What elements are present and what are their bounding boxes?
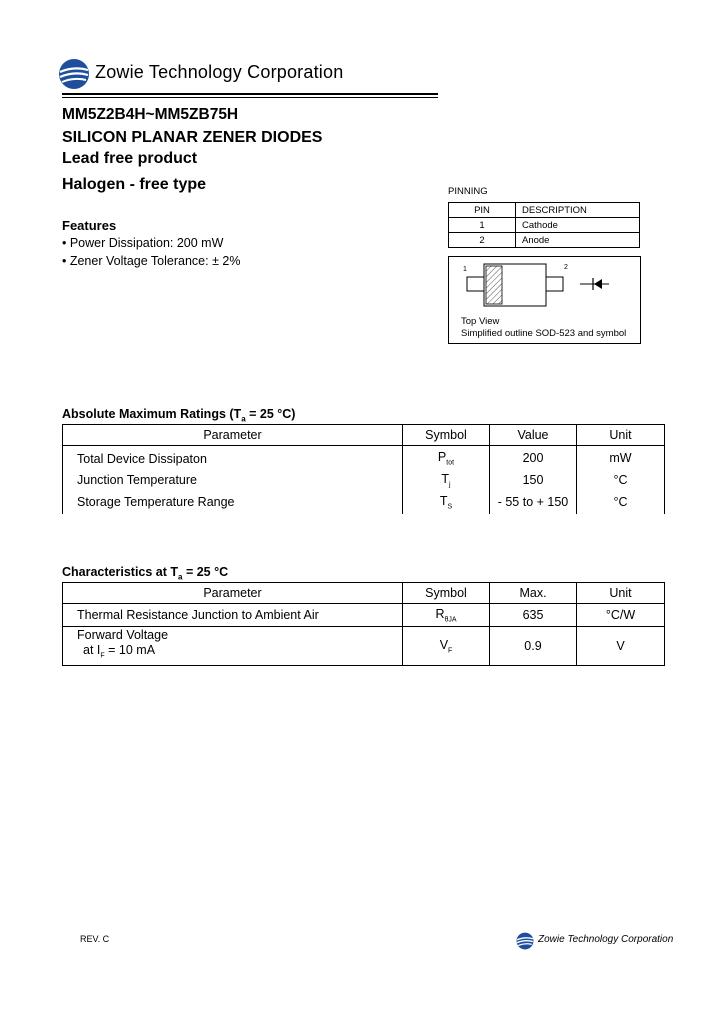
parameter-header: Parameter <box>63 425 403 446</box>
pin2-label: 2 <box>564 264 568 271</box>
max-cell: 635 <box>490 604 577 627</box>
table-header-row <box>449 203 640 218</box>
table-row <box>63 446 665 471</box>
max-cell: 0.9 <box>490 627 577 666</box>
table-header-row <box>63 425 665 446</box>
company-logo-icon <box>58 58 90 90</box>
unit-header: Unit <box>577 583 665 604</box>
unit-cell: °C/W <box>577 604 665 627</box>
table-row <box>63 470 665 490</box>
sod523-outline-diagram <box>449 257 639 313</box>
pin-number: 2 <box>449 233 516 248</box>
symbol-cell: $T_S$ <box>403 490 490 514</box>
footer-logo-icon <box>516 932 534 950</box>
outline-caption-description: Simplified outline SOD-523 and symbol <box>461 328 627 339</box>
part-number: MM5Z2B4H~MM5ZB75H <box>62 106 239 123</box>
table-row <box>63 604 665 627</box>
parameter-cell: Storage Temperature Range <box>63 490 403 514</box>
symbol-cell: $P_{tot}$ <box>403 446 490 471</box>
value-cell: - 55 to + 150 <box>490 490 577 514</box>
pin-description: Cathode <box>516 218 640 233</box>
parameter-cell: Total Device Dissipaton <box>63 446 403 471</box>
pinning-table <box>448 202 640 248</box>
table-row <box>449 218 640 233</box>
symbol-header: Symbol <box>403 583 490 604</box>
parameter-header: Parameter <box>63 583 403 604</box>
abs-max-table <box>62 424 665 514</box>
lead-free-label: Lead free product <box>62 150 198 167</box>
parameter-cell: Forward Voltage at $I_F = 10$ mA <box>63 627 403 666</box>
halogen-free-label: Halogen - free type <box>62 176 207 193</box>
table-row <box>63 627 665 666</box>
pin1-label: 1 <box>463 266 467 273</box>
unit-cell: °C <box>577 470 665 490</box>
header-divider <box>62 93 438 95</box>
product-subtitle: SILICON PLANAR ZENER DIODES <box>62 129 323 146</box>
features-heading: Features <box>62 218 117 233</box>
unit-cell: mW <box>577 446 665 471</box>
unit-header: Unit <box>577 425 665 446</box>
symbol-cell: $V_F$ <box>403 627 490 666</box>
parameter-cell: Junction Temperature <box>63 470 403 490</box>
value-cell: 150 <box>490 470 577 490</box>
pin-number: 1 <box>449 218 516 233</box>
revision-label: REV. C <box>80 934 110 944</box>
pin-description: Anode <box>516 233 640 248</box>
footer-company-name: Zowie Technology Corporation <box>538 934 674 945</box>
feature-item: • Power Dissipation: 200 mW <box>62 236 224 250</box>
symbol-cell: $T_j$ <box>403 470 490 490</box>
parameter-cell: Thermal Resistance Junction to Ambient Air <box>63 604 403 627</box>
pinning-title: PINNING <box>448 186 488 197</box>
unit-cell: °C <box>577 490 665 514</box>
table-header-row <box>63 583 665 604</box>
feature-item: • Zener Voltage Tolerance: ± 2% <box>62 254 241 268</box>
table-row <box>449 233 640 248</box>
pin-header: PIN <box>449 203 516 218</box>
company-name: Zowie Technology Corporation <box>95 62 344 82</box>
symbol-header: Symbol <box>403 425 490 446</box>
characteristics-table <box>62 582 665 666</box>
symbol-cell: $R_{\theta JA}$ <box>403 604 490 627</box>
value-header: Value <box>490 425 577 446</box>
unit-cell: V <box>577 627 665 666</box>
abs-max-title: Absolute Maximum Ratings ($T_a = 25$ °C) <box>62 407 296 424</box>
outline-caption-view: Top View <box>461 316 500 327</box>
characteristics-title: Characteristics at $T_a = 25$ °C <box>62 565 229 582</box>
header-divider-thin <box>62 97 438 98</box>
max-header: Max. <box>490 583 577 604</box>
value-cell: 200 <box>490 446 577 471</box>
description-header: DESCRIPTION <box>516 203 640 218</box>
table-row <box>63 490 665 514</box>
